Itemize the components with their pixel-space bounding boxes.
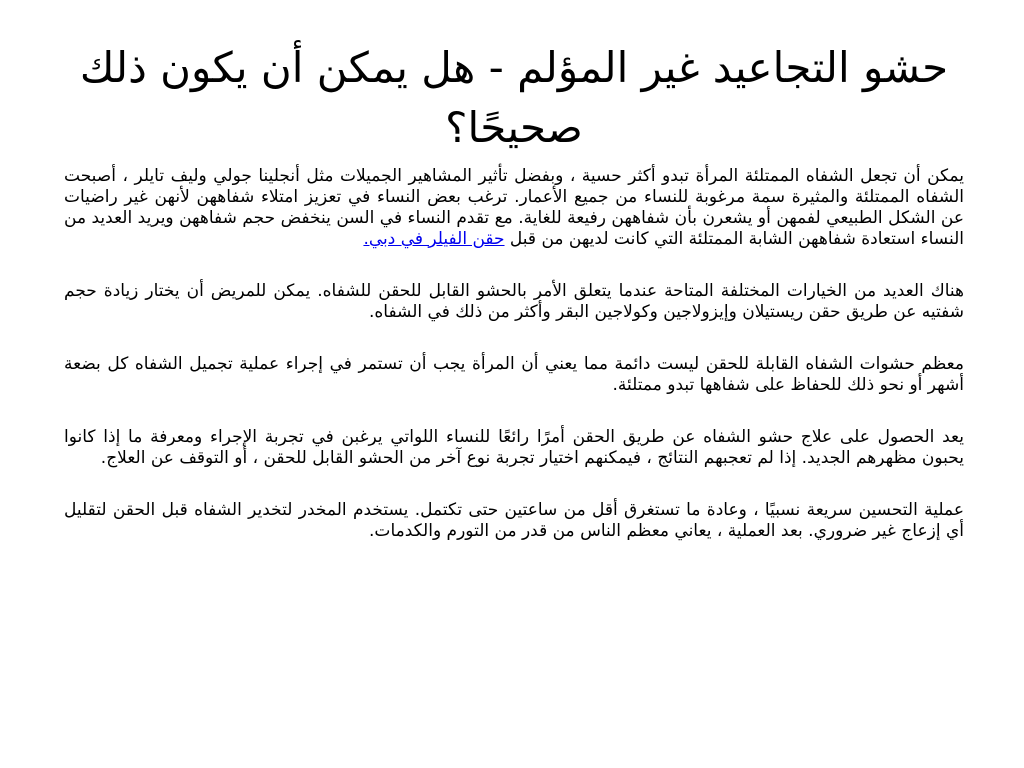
- paragraph-2: هناك العديد من الخيارات المختلفة المتاحة عندما يتعلق الأمر بالحشو القابل للحقن للشفاه. يمكن للمريض أن يختار زيادة حجم شفتيه عن طريق حقن ريستيلان وإيزولاجين وكولاجين البقر وأكثر من ذلك في الشفاه.: [64, 281, 964, 322]
- paragraph-5: عملية التحسين سريعة نسبيًا ، وعادة ما تستغرق أقل من ساعتين حتى تكتمل. يستخدم المخدر لتخدير الشفاه قبل الحقن لتقليل أي إزعاج غير ضروري. بعد العملية ، يعاني معظم الناس من قدر من التورم والكدمات.: [64, 500, 964, 541]
- filler-injection-link[interactable]: حقن الفيلر في دبي.: [363, 229, 505, 249]
- paragraph-1-text: يمكن أن تجعل الشفاه الممتلئة المرأة تبدو أكثر حسية ، وبفضل تأثير المشاهير الجميلات مثل أنجلينا جولي وليف تايلر ، أصبحت الشفاه الممتلئة والمثيرة سمة مرغوبة للنساء من جميع الأعمار. ترغب بعض النساء في تعزيز امتلاء شفاههن لأنهن غير راضيات عن الشكل الطبيعي لفمهن أو يشعرن بأن شفاههن رفيعة للغاية. مع تقدم النساء في السن ينخفض حجم شفاههن ويريد العديد من النساء استعادة شفاههن الشابة الممتلئة التي كانت لديهن من قبل: [64, 166, 964, 249]
- slide-title: حشو التجاعيد غير المؤلم - هل يمكن أن يكون ذلك صحيحًا؟: [79, 43, 949, 152]
- paragraph-1: [64, 166, 964, 250]
- paragraph-4: يعد الحصول على علاج حشو الشفاه عن طريق الحقن أمرًا رائعًا للنساء اللواتي يرغبن في تجربة الإجراء ومعرفة ما إذا كانوا يحبون مظهرهم الجديد. إذا لم تعجبهم النتائج ، فيمكنهم اختيار تجربة نوع آخر من الحشو القابل للحقن ، أو التوقف عن العلاج.: [64, 427, 964, 468]
- paragraph-3: معظم حشوات الشفاه القابلة للحقن ليست دائمة مما يعني أن المرأة يجب أن تستمر في إجراء عملية تجميل الشفاه كل بضعة أشهر أو نحو ذلك للحفاظ على شفاهها تبدو ممتلئة.: [64, 354, 964, 395]
